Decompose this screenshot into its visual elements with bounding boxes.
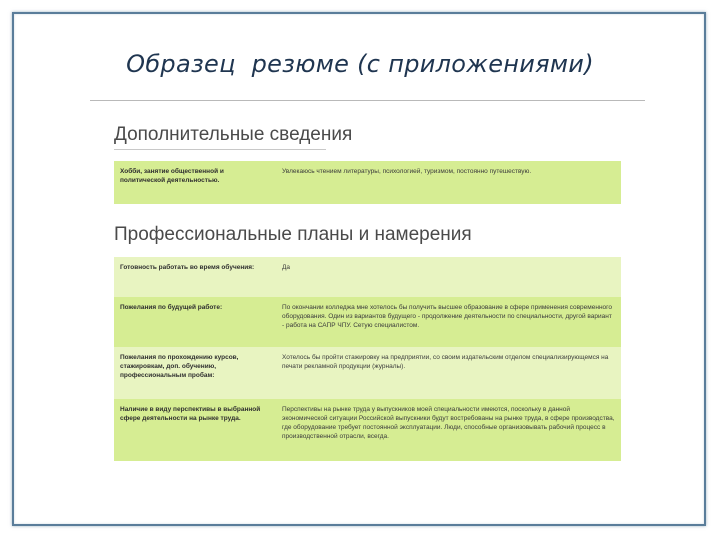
row-label: Пожелания по прохождению курсов, стажировкам, доп. обучению, профессиональным пробам: bbox=[120, 354, 239, 379]
additional-info-table bbox=[114, 161, 621, 204]
title-divider bbox=[90, 100, 645, 101]
table-row bbox=[114, 347, 621, 399]
table-row bbox=[114, 297, 621, 347]
table-row bbox=[114, 161, 621, 204]
section-heading: Профессиональные планы и намерения bbox=[114, 224, 472, 245]
row-value: Да bbox=[282, 264, 291, 271]
row-value: Увлекаюсь чтением литературы, психологией, туризмом, постоянно путешествую. bbox=[282, 168, 532, 175]
slide-title: Образец резюме (с приложениями) bbox=[126, 50, 594, 78]
resume-document bbox=[114, 122, 621, 461]
row-value: Перспективы на рынке труда у выпускников моей специальности имеются, поскольку в данной экономической ситуации Российской выпускники будут востребованы на рынке труда, в сфере производства, где оборудование требует постоянной эксплуатации. Люди, способные организовывать рабочий процесс в производственной отрасли, всегда. bbox=[282, 406, 615, 440]
table-row bbox=[114, 399, 621, 461]
row-label: Готовность работать во время обучения: bbox=[120, 264, 255, 271]
heading-underline bbox=[114, 149, 326, 150]
section-professional-plans bbox=[114, 222, 621, 461]
row-value: По окончании колледжа мне хотелось бы получить высшее образование в сфере применения современного оборудования. Один из вариантов будущего - продолжение деятельности по специальности, другой вариант - работа на САПР ЧПУ. Сетую специалистом. bbox=[282, 304, 613, 329]
table-row bbox=[114, 257, 621, 297]
section-additional-info bbox=[114, 122, 621, 204]
row-label: Хобби, занятие общественной и политической деятельностью. bbox=[120, 168, 224, 184]
row-value: Хотелось бы пройти стажировку на предприятии, со своим издательским отделом специализирующемся на печати рекламной продукции (журналы). bbox=[282, 354, 609, 370]
row-label: Наличие в виду перспективы в выбранной сфере деятельности на рынке труда. bbox=[120, 406, 261, 422]
row-label: Пожелания по будущей работе: bbox=[120, 304, 223, 311]
professional-plans-table bbox=[114, 257, 621, 461]
section-heading: Дополнительные сведения bbox=[114, 124, 353, 145]
